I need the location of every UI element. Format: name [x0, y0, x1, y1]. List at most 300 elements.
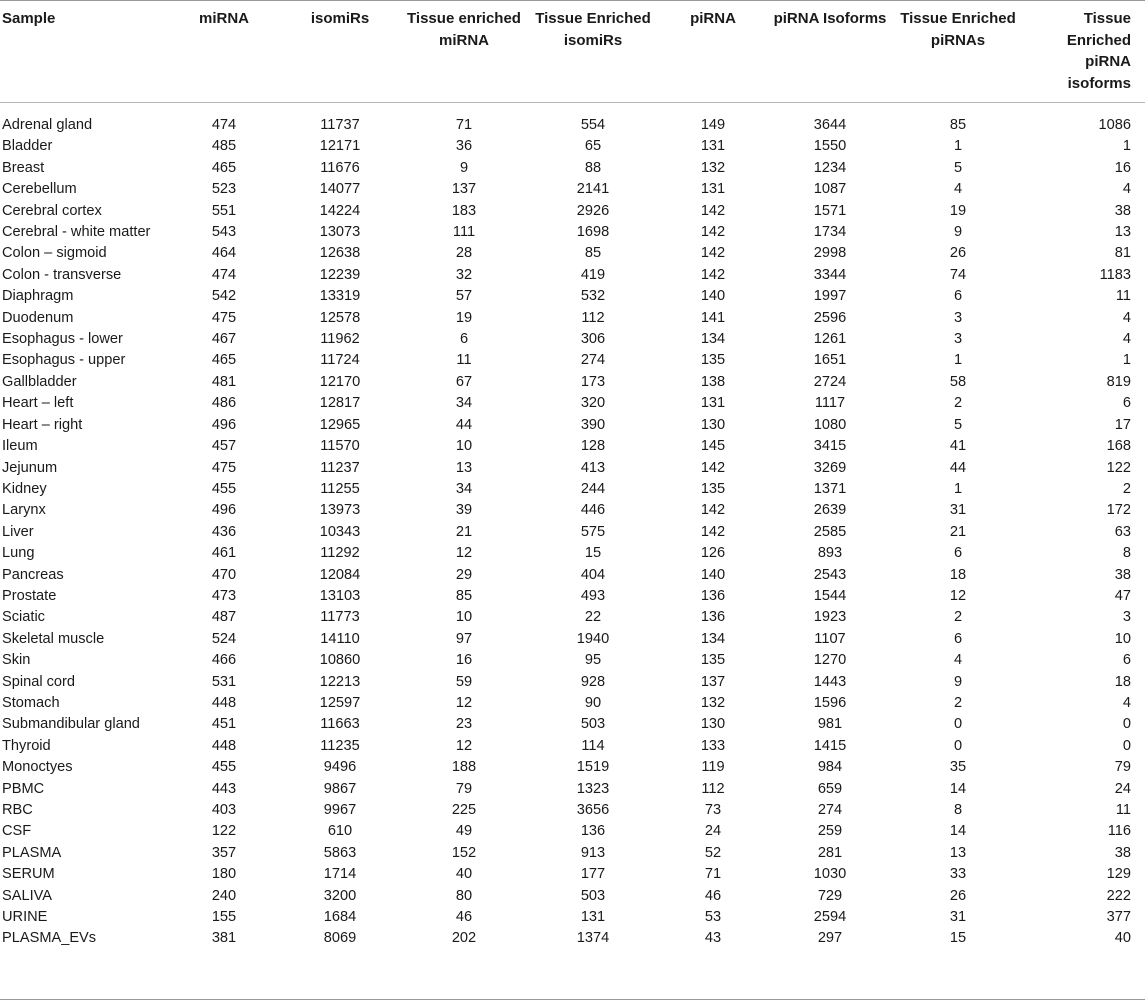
- value-cell: 41: [949, 438, 967, 455]
- table-row: [0, 201, 1145, 222]
- value-cell: 531: [211, 673, 237, 690]
- sample-name-cell: RBC: [2, 802, 33, 818]
- value-cell: 3644: [813, 117, 847, 133]
- value-cell: 467: [211, 331, 237, 348]
- table-row: [0, 779, 1145, 800]
- value-cell: 38: [1114, 202, 1131, 219]
- value-cell: 9967: [323, 802, 357, 818]
- value-cell: 40: [455, 866, 473, 883]
- value-cell: 15: [584, 545, 602, 562]
- sample-name-cell: Breast: [2, 159, 45, 176]
- value-cell: 532: [580, 288, 606, 305]
- value-cell: 659: [817, 780, 843, 797]
- sample-name-cell: CSF: [2, 823, 32, 840]
- value-cell: 466: [211, 652, 237, 669]
- value-cell: 443: [211, 780, 237, 797]
- table-row: [0, 179, 1145, 200]
- value-cell: 6: [953, 630, 963, 647]
- value-cell: 240: [211, 887, 237, 904]
- value-cell: 1323: [576, 780, 610, 797]
- value-cell: 12578: [319, 309, 361, 326]
- table-row: [0, 886, 1145, 907]
- table-row: [0, 329, 1145, 350]
- data-table: [0, 8, 1145, 950]
- value-cell: 12597: [319, 694, 361, 711]
- sample-name-cell: Prostate: [2, 587, 57, 604]
- value-cell: 1183: [1099, 266, 1131, 283]
- value-cell: 58: [949, 373, 967, 390]
- value-cell: 6: [953, 545, 963, 562]
- value-cell: 1: [953, 352, 963, 369]
- value-cell: 11676: [320, 159, 360, 176]
- value-cell: 473: [211, 587, 237, 604]
- value-cell: 481: [211, 373, 237, 390]
- value-cell: 122: [211, 823, 237, 840]
- value-cell: 2543: [813, 566, 847, 583]
- value-cell: 17: [1114, 416, 1131, 433]
- column-header: piRNA: [690, 10, 736, 27]
- sample-name-cell: Heart – right: [2, 416, 83, 433]
- value-cell: 12638: [319, 245, 361, 262]
- value-cell: 13: [1114, 224, 1131, 241]
- value-cell: 10: [1114, 630, 1131, 647]
- sample-name-cell: Colon – sigmoid: [2, 245, 107, 262]
- table-row: [0, 693, 1145, 714]
- value-cell: 446: [580, 502, 606, 519]
- sample-name-cell: PLASMA: [2, 844, 62, 861]
- value-cell: 244: [580, 480, 606, 497]
- value-cell: 4: [953, 181, 963, 198]
- value-cell: 464: [211, 245, 237, 262]
- value-cell: 487: [211, 609, 237, 626]
- value-cell: 136: [700, 609, 726, 626]
- value-cell: 1: [1122, 138, 1131, 155]
- sample-name-cell: Submandibular gland: [2, 716, 140, 733]
- value-cell: 2585: [813, 523, 847, 540]
- value-cell: 1714: [323, 866, 357, 883]
- table-row: [0, 629, 1145, 650]
- value-cell: 1415: [813, 737, 847, 754]
- value-cell: 131: [700, 395, 726, 412]
- value-cell: 1371: [813, 480, 847, 497]
- value-cell: 5: [953, 159, 963, 176]
- value-cell: 1923: [813, 609, 847, 626]
- sample-name-cell: Jejunum: [2, 459, 58, 476]
- sample-name-cell: Diaphragm: [2, 288, 74, 305]
- value-cell: 126: [700, 545, 726, 562]
- value-cell: 183: [451, 202, 477, 219]
- value-cell: 180: [211, 866, 237, 883]
- value-cell: 145: [700, 438, 726, 455]
- value-cell: 0: [1122, 716, 1131, 733]
- value-cell: 38: [1114, 566, 1131, 583]
- value-cell: 155: [211, 909, 237, 926]
- table-row: [0, 714, 1145, 735]
- sample-name-cell: Ileum: [2, 438, 38, 455]
- table-row: [0, 479, 1145, 500]
- value-cell: 63: [1114, 523, 1131, 540]
- value-cell: 16: [455, 652, 473, 669]
- value-cell: 137: [451, 181, 477, 198]
- value-cell: 13: [949, 844, 967, 861]
- value-cell: 1: [953, 480, 963, 497]
- value-cell: 47: [1114, 587, 1131, 604]
- value-cell: 6: [1122, 395, 1131, 412]
- value-cell: 4: [1122, 694, 1131, 711]
- value-cell: 461: [211, 545, 237, 562]
- value-cell: 913: [580, 844, 606, 861]
- value-cell: 819: [1106, 373, 1131, 390]
- value-cell: 11292: [320, 545, 360, 562]
- value-cell: 503: [580, 887, 606, 904]
- value-cell: 131: [700, 138, 726, 155]
- value-cell: 1443: [813, 673, 847, 690]
- value-cell: 1651: [813, 352, 847, 369]
- value-cell: 259: [817, 823, 843, 840]
- value-cell: 21: [949, 523, 967, 540]
- value-cell: 496: [211, 416, 237, 433]
- sample-name-cell: Duodenum: [2, 309, 74, 326]
- value-cell: 465: [211, 352, 237, 369]
- sample-name-cell: SERUM: [2, 866, 55, 883]
- value-cell: 111: [452, 224, 476, 241]
- sample-name-cell: Esophagus - lower: [2, 331, 123, 348]
- table-row: [0, 928, 1145, 949]
- value-cell: 130: [700, 716, 726, 733]
- sample-name-cell: PBMC: [2, 780, 45, 797]
- table-row: [0, 864, 1145, 885]
- value-cell: 34: [455, 480, 473, 497]
- value-cell: 10343: [319, 523, 361, 540]
- value-cell: 4: [1122, 181, 1131, 198]
- value-cell: 135: [700, 352, 726, 369]
- value-cell: 9: [459, 159, 469, 176]
- value-cell: 19: [949, 202, 967, 219]
- table-row: [0, 372, 1145, 393]
- value-cell: 21: [455, 523, 473, 540]
- value-cell: 14077: [319, 181, 361, 198]
- value-cell: 97: [455, 630, 473, 647]
- value-cell: 173: [580, 373, 606, 390]
- value-cell: 2639: [813, 502, 847, 519]
- value-cell: 551: [211, 202, 237, 219]
- value-cell: 2594: [813, 909, 847, 926]
- sample-name-cell: Esophagus - upper: [2, 352, 126, 369]
- value-cell: 2141: [576, 181, 610, 198]
- value-cell: 8069: [323, 930, 357, 947]
- value-cell: 377: [1106, 909, 1131, 926]
- value-cell: 136: [580, 823, 606, 840]
- value-cell: 1734: [813, 224, 847, 241]
- value-cell: 177: [580, 866, 606, 883]
- value-cell: 112: [701, 780, 725, 797]
- value-cell: 4: [1122, 331, 1131, 348]
- table-row: [0, 543, 1145, 564]
- value-cell: 18: [949, 566, 967, 583]
- column-header: miRNA: [198, 10, 249, 27]
- value-cell: 142: [700, 202, 726, 219]
- value-cell: 142: [700, 266, 726, 283]
- sample-name-cell: Pancreas: [2, 566, 64, 583]
- value-cell: 12965: [319, 416, 361, 433]
- value-cell: 132: [700, 694, 726, 711]
- value-cell: 71: [455, 117, 473, 133]
- value-cell: 11: [456, 352, 472, 369]
- sample-name-cell: SALIVA: [2, 887, 53, 904]
- column-header: Tissue Enriched piRNA isoforms: [1066, 10, 1131, 92]
- value-cell: 134: [700, 331, 726, 348]
- column-header: isomiRs: [310, 10, 370, 27]
- value-cell: 306: [580, 331, 606, 348]
- value-cell: 981: [817, 716, 843, 733]
- table-row: [0, 650, 1145, 671]
- value-cell: 10: [455, 609, 473, 626]
- value-cell: 12817: [319, 395, 361, 412]
- value-cell: 140: [700, 566, 726, 583]
- table-row: [0, 586, 1145, 607]
- value-cell: 135: [700, 480, 726, 497]
- value-cell: 503: [580, 716, 606, 733]
- value-cell: 26: [949, 887, 967, 904]
- value-cell: 2998: [813, 245, 847, 262]
- value-cell: 24: [704, 823, 722, 840]
- value-cell: 523: [211, 181, 237, 198]
- value-cell: 3: [953, 331, 963, 348]
- value-cell: 11663: [320, 716, 360, 733]
- value-cell: 29: [455, 566, 473, 583]
- value-cell: 1684: [323, 909, 357, 926]
- header-row: [0, 8, 1145, 115]
- column-header: Tissue Enriched isomiRs: [535, 10, 651, 49]
- value-cell: 116: [1107, 823, 1131, 840]
- value-cell: 451: [211, 716, 237, 733]
- sample-name-cell: Liver: [2, 523, 34, 540]
- value-cell: 222: [1106, 887, 1131, 904]
- value-cell: 457: [211, 438, 237, 455]
- table-row: [0, 500, 1145, 521]
- value-cell: 43: [704, 930, 722, 947]
- value-cell: 59: [455, 673, 473, 690]
- value-cell: 474: [211, 266, 237, 283]
- value-cell: 2: [1122, 480, 1131, 497]
- sample-name-cell: Spinal cord: [2, 673, 76, 690]
- value-cell: 10860: [319, 652, 361, 669]
- value-cell: 1374: [576, 930, 610, 947]
- value-cell: 11: [1115, 288, 1131, 305]
- value-cell: 9867: [323, 780, 357, 797]
- sample-name-cell: Heart – left: [2, 395, 74, 412]
- value-cell: 85: [949, 117, 967, 133]
- table-row: [0, 243, 1145, 264]
- table-row: [0, 565, 1145, 586]
- value-cell: 119: [701, 759, 725, 776]
- sample-name-cell: PLASMA_EVs: [2, 930, 97, 947]
- value-cell: 12: [455, 545, 473, 562]
- value-cell: 893: [817, 545, 843, 562]
- table-row: [0, 158, 1145, 179]
- value-cell: 1596: [813, 694, 847, 711]
- value-cell: 11962: [320, 331, 360, 348]
- value-cell: 485: [211, 138, 237, 155]
- value-cell: 404: [580, 566, 606, 583]
- value-cell: 28: [455, 245, 473, 262]
- value-cell: 90: [584, 694, 602, 711]
- table-row: [0, 136, 1145, 157]
- value-cell: 1940: [576, 630, 610, 647]
- column-header: piRNA Isoforms: [773, 10, 887, 27]
- value-cell: 1234: [813, 159, 847, 176]
- table-row: [0, 907, 1145, 928]
- value-cell: 1030: [813, 866, 847, 883]
- table-row: [0, 415, 1145, 436]
- value-cell: 10: [455, 438, 473, 455]
- value-cell: 142: [700, 459, 726, 476]
- value-cell: 73: [704, 802, 722, 818]
- value-cell: 71: [704, 866, 722, 883]
- value-cell: 149: [700, 117, 726, 133]
- column-header: Tissue Enriched piRNAs: [900, 10, 1016, 49]
- value-cell: 34: [455, 395, 473, 412]
- top-rule: [0, 0, 1145, 1]
- table-row: [0, 800, 1145, 821]
- value-cell: 1550: [813, 138, 847, 155]
- value-cell: 8: [1122, 545, 1131, 562]
- value-cell: 9: [953, 673, 963, 690]
- value-cell: 390: [580, 416, 606, 433]
- value-cell: 1270: [813, 652, 847, 669]
- value-cell: 65: [584, 138, 602, 155]
- value-cell: 14: [949, 780, 967, 797]
- sample-name-cell: Skin: [2, 652, 31, 669]
- sample-name-cell: Stomach: [2, 694, 60, 711]
- value-cell: 128: [580, 438, 606, 455]
- value-cell: 542: [211, 288, 237, 305]
- value-cell: 3: [953, 309, 963, 326]
- value-cell: 3656: [576, 802, 610, 818]
- value-cell: 475: [211, 459, 237, 476]
- value-cell: 4: [1122, 309, 1131, 326]
- value-cell: 1698: [576, 224, 610, 241]
- value-cell: 202: [451, 930, 477, 947]
- value-cell: 984: [817, 759, 843, 776]
- value-cell: 67: [455, 373, 473, 390]
- value-cell: 16: [1114, 159, 1131, 176]
- value-cell: 474: [211, 117, 237, 133]
- value-cell: 2926: [576, 202, 610, 219]
- value-cell: 81: [1114, 245, 1131, 262]
- value-cell: 1086: [1098, 117, 1131, 133]
- sample-name-cell: Colon - transverse: [2, 266, 122, 283]
- value-cell: 11235: [320, 737, 360, 754]
- value-cell: 14224: [319, 202, 361, 219]
- value-cell: 1087: [813, 181, 847, 198]
- value-cell: 14: [949, 823, 967, 840]
- table-row: [0, 286, 1145, 307]
- sample-name-cell: Cerebral - white matter: [2, 224, 151, 241]
- value-cell: 142: [700, 224, 726, 241]
- value-cell: 85: [455, 587, 473, 604]
- value-cell: 928: [580, 673, 606, 690]
- value-cell: 2: [953, 694, 963, 711]
- value-cell: 172: [1106, 502, 1131, 519]
- value-cell: 11255: [320, 480, 360, 497]
- value-cell: 12: [455, 737, 473, 754]
- sample-name-cell: Lung: [2, 545, 35, 562]
- value-cell: 493: [580, 587, 606, 604]
- value-cell: 142: [700, 523, 726, 540]
- value-cell: 12084: [319, 566, 361, 583]
- table-row: [0, 436, 1145, 457]
- value-cell: 134: [700, 630, 726, 647]
- column-header: Tissue enriched miRNA: [407, 10, 521, 49]
- value-cell: 381: [211, 930, 237, 947]
- value-cell: 6: [1122, 652, 1131, 669]
- value-cell: 448: [211, 694, 237, 711]
- value-cell: 137: [700, 673, 726, 690]
- value-cell: 46: [455, 909, 473, 926]
- value-cell: 133: [700, 737, 726, 754]
- value-cell: 13973: [319, 502, 361, 519]
- sample-name-cell: Monoctyes: [2, 759, 73, 776]
- value-cell: 2724: [813, 373, 847, 390]
- value-cell: 524: [211, 630, 237, 647]
- table-row: [0, 458, 1145, 479]
- table-row: [0, 393, 1145, 414]
- value-cell: 15: [949, 930, 967, 947]
- value-cell: 12170: [319, 373, 361, 390]
- value-cell: 11724: [320, 352, 360, 369]
- value-cell: 0: [1122, 737, 1131, 754]
- value-cell: 4: [953, 652, 963, 669]
- table-row: [0, 308, 1145, 329]
- value-cell: 39: [455, 502, 473, 519]
- sample-name-cell: Bladder: [2, 138, 53, 155]
- value-cell: 138: [700, 373, 726, 390]
- value-cell: 9496: [323, 759, 357, 776]
- value-cell: 80: [455, 887, 473, 904]
- value-cell: 1: [1122, 352, 1131, 369]
- value-cell: 132: [700, 159, 726, 176]
- value-cell: 57: [455, 288, 473, 305]
- value-cell: 2: [953, 395, 963, 412]
- value-cell: 475: [211, 309, 237, 326]
- value-cell: 135: [700, 652, 726, 669]
- value-cell: 24: [1114, 780, 1131, 797]
- value-cell: 1571: [813, 202, 847, 219]
- value-cell: 11570: [320, 438, 360, 455]
- value-cell: 152: [451, 844, 477, 861]
- value-cell: 31: [949, 502, 967, 519]
- value-cell: 5863: [323, 844, 357, 861]
- value-cell: 129: [1106, 866, 1131, 883]
- value-cell: 0: [953, 716, 963, 733]
- value-cell: 13073: [319, 224, 361, 241]
- value-cell: 112: [581, 309, 605, 326]
- value-cell: 136: [700, 587, 726, 604]
- value-cell: 436: [211, 523, 237, 540]
- sample-name-cell: Kidney: [2, 480, 47, 497]
- value-cell: 40: [1114, 930, 1131, 947]
- value-cell: 274: [580, 352, 606, 369]
- value-cell: 22: [584, 609, 602, 626]
- value-cell: 12: [455, 694, 473, 711]
- value-cell: 130: [700, 416, 726, 433]
- table-row: [0, 821, 1145, 842]
- value-cell: 9: [953, 224, 963, 241]
- value-cell: 49: [455, 823, 473, 840]
- value-cell: 2: [953, 609, 963, 626]
- table-row: [0, 672, 1145, 693]
